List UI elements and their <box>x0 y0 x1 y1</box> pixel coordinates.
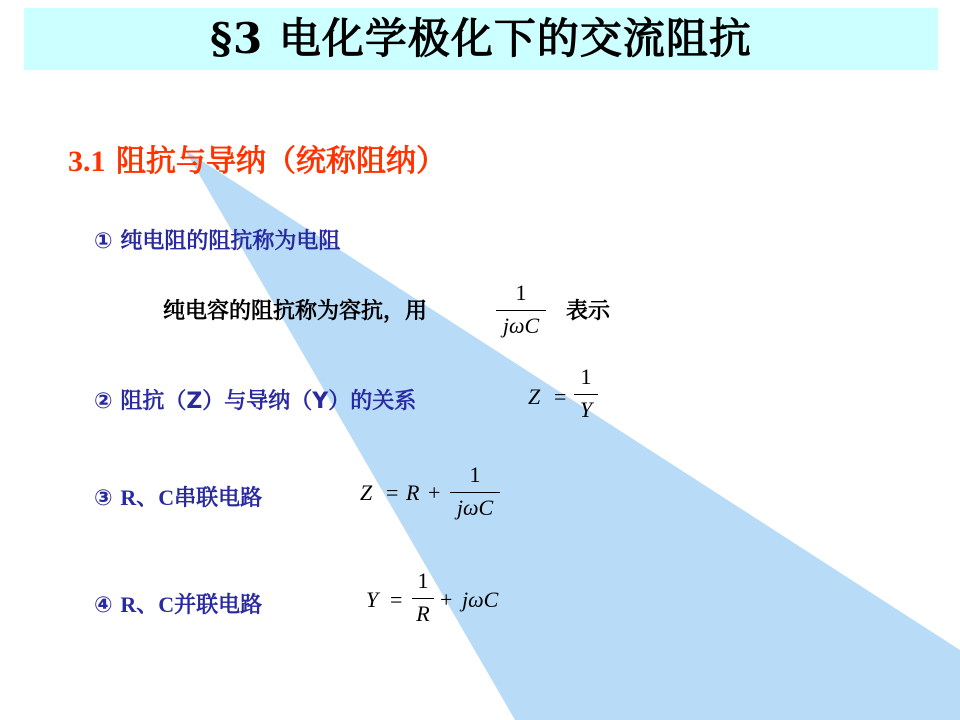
item-4-marker: ④ <box>94 593 113 618</box>
parallel-denominator: R <box>416 601 430 626</box>
parallel-plus: + <box>440 587 453 612</box>
fraction-bar <box>412 598 434 599</box>
capacitance-line-suffix <box>566 294 610 325</box>
item-1-text: 纯电阻的阻抗称为电阻 <box>120 229 341 254</box>
series-denominator: jωC <box>456 495 494 520</box>
item-1-marker: ① <box>94 229 113 254</box>
series-fraction <box>450 462 500 524</box>
page-title: §3 电化学极化下的交流阻抗 <box>210 14 752 63</box>
capacitance-line-before: 纯电容的阻抗称为容抗，用 <box>163 299 428 324</box>
item-2-text: 阻抗（Z）与导纳（Y）的关系 <box>120 389 417 414</box>
series-plus: + <box>428 480 441 505</box>
capacitive-numerator: 1 <box>515 280 527 305</box>
capacitance-line-after: 表示 <box>566 299 611 324</box>
series-equals: = <box>386 480 399 505</box>
parallel-numerator: 1 <box>417 568 429 593</box>
item-2-marker: ② <box>94 389 113 414</box>
fraction-bar <box>450 492 500 493</box>
parallel-tail: jωC <box>462 587 499 612</box>
item-1 <box>94 224 340 255</box>
capacitance-line <box>163 294 427 325</box>
item-3-marker: ③ <box>94 486 113 511</box>
capacitive-denominator: jωC <box>502 313 540 338</box>
series-lhs: Z <box>360 480 373 505</box>
item-4 <box>94 588 262 619</box>
item-2 <box>94 384 416 415</box>
item-3 <box>94 481 262 512</box>
parallel-equals: = <box>390 587 403 612</box>
relation-fraction <box>574 364 598 426</box>
section-number: 3.1 <box>68 145 106 178</box>
section-heading <box>68 136 446 180</box>
capacitive-fraction <box>496 280 546 342</box>
item-4-text: R、C并联电路 <box>120 592 263 617</box>
fraction-bar <box>574 394 598 395</box>
fraction-bar <box>496 310 546 311</box>
item-3-text: R、C串联电路 <box>120 485 263 510</box>
section-text: 阻抗与导纳（统称阻纳） <box>115 144 446 179</box>
relation-numerator: 1 <box>580 364 592 389</box>
parallel-lhs: Y <box>366 587 379 612</box>
title-bar <box>24 8 938 70</box>
relation-equals: = <box>554 384 567 409</box>
series-numerator: 1 <box>469 462 481 487</box>
series-r: R <box>406 480 420 505</box>
parallel-fraction <box>412 568 434 630</box>
relation-lhs: Z <box>528 384 541 409</box>
relation-denominator: Y <box>579 397 593 422</box>
